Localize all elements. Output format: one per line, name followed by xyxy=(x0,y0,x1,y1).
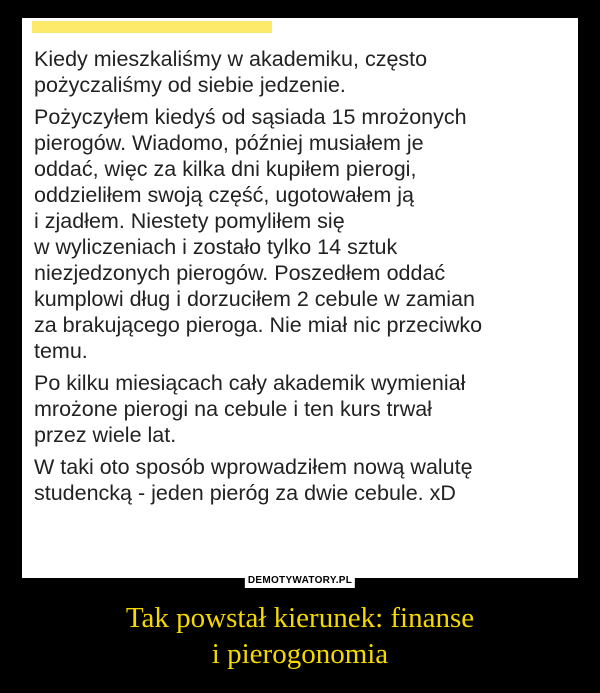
paragraph xyxy=(34,46,574,98)
text-line: w wyliczeniach i zostało tylko 14 sztuk xyxy=(34,235,398,259)
text-line: Kiedy mieszkaliśmy w akademiku, często xyxy=(34,47,428,71)
demotivator-frame xyxy=(22,18,578,586)
text-line: mrożone pierogi na cebule i ten kurs trwał xyxy=(34,397,432,421)
caption-line-2: i pierogonomia xyxy=(211,638,389,670)
text-line: niezjedzonych pierogów. Poszedłem oddać xyxy=(34,261,446,285)
text-line: W taki oto sposób wprowadziłem nową walutę xyxy=(34,455,473,479)
text-line: studencką - jeden pieróg za dwie cebule. xD xyxy=(34,481,456,505)
text-line: i zjadłem. Niestety pomyliłem się xyxy=(34,209,345,233)
paragraph xyxy=(34,454,574,506)
text-line: Pożyczyłem kiedyś od sąsiada 15 mrożonych xyxy=(34,105,467,129)
caption-line-1: Tak powstał kierunek: finanse xyxy=(125,602,475,634)
text-line: za brakującego pieroga. Nie miał nic przeciwko xyxy=(34,313,483,337)
post-text xyxy=(34,46,574,512)
watermark: DEMOTYWATORY.PL xyxy=(245,574,355,588)
caption xyxy=(0,600,600,672)
paragraph xyxy=(34,370,574,448)
text-line: temu. xyxy=(34,339,88,363)
text-line: oddzieliłem swoją część, ugotowałem ją xyxy=(34,183,415,207)
text-line: pożyczaliśmy od siebie jedzenie. xyxy=(34,73,346,97)
text-line: oddać, więc za kilka dni kupiłem pierogi, xyxy=(34,157,417,181)
text-line: kumplowi dług i dorzuciłem 2 cebule w zamian xyxy=(34,287,475,311)
text-line: pierogów. Wiadomo, później musiałem je xyxy=(34,131,424,155)
text-line: przez wiele lat. xyxy=(34,423,177,447)
paragraph xyxy=(34,104,574,364)
text-line: Po kilku miesiącach cały akademik wymieniał xyxy=(34,371,466,395)
highlight-bar xyxy=(32,21,272,33)
